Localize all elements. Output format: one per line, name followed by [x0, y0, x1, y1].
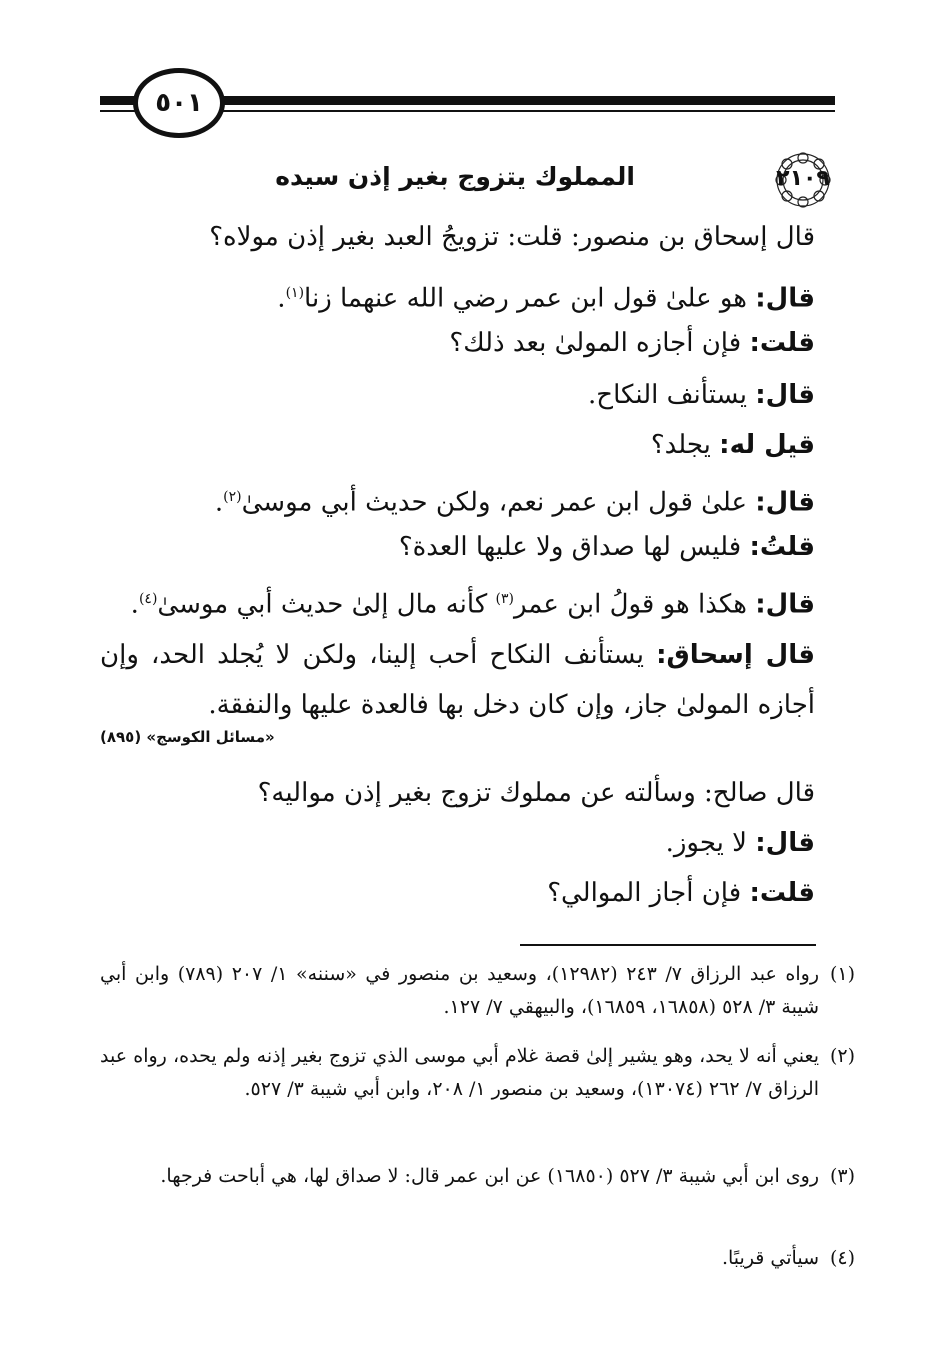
line-text: فإن أجازه المولىٰ بعد ذلك؟: [449, 328, 750, 358]
footnote: [100, 1160, 855, 1193]
speaker-label: قال:: [755, 283, 815, 314]
source-reference: «مسائل الكوسج» (٨٩٥): [100, 728, 275, 746]
footnote-number: (٤): [829, 1247, 855, 1269]
body-line: قال إسحاق بن منصور: قلت: تزويجُ العبد بغير إذن مولاه؟: [209, 222, 815, 252]
body-line: [277, 276, 815, 316]
line-text: لا يجوز.: [665, 828, 756, 858]
speaker-label: قال إسحاق:: [656, 640, 815, 670]
line-end: .: [214, 487, 224, 518]
line-text: هكذا هو قولُ ابن عمر: [513, 589, 756, 620]
body-line: [449, 326, 815, 360]
body-line: [651, 428, 815, 462]
line-text: يجلد؟: [650, 430, 720, 460]
footnote-ref: (٤): [138, 591, 158, 607]
footnote-divider: [520, 944, 816, 946]
footnote: [100, 1040, 855, 1106]
speaker-label: قال:: [755, 589, 815, 620]
speaker-label: قيل له:: [719, 430, 815, 460]
speaker-label: قال:: [755, 487, 815, 518]
line-text: علىٰ قول ابن عمر نعم، ولكن حديث أبي موسىٰ: [241, 487, 756, 518]
line-text: كأنه مال إلىٰ حديث أبي موسىٰ: [157, 589, 496, 620]
section-title: المملوك يتزوج بغير إذن سيده: [275, 162, 635, 191]
speaker-label: قلت:: [749, 878, 815, 908]
footnote-text: يعني أنه لا يحد، وهو يشير إلىٰ قصة غلام أبي موسى الذي تزوج بغير إذنه ولم يحده، رواه عبد الرزاق ٧/ ٢٦٢ (١٣٠٧٤)، وسعيد بن منصور ١/ ٢٠٨، وابن أبي شيبة ٣/ ٥٢٧.: [100, 1045, 819, 1100]
footnote: [100, 1242, 855, 1275]
page-number-text: ٥٠١: [155, 88, 203, 118]
line-text: فإن أجاز الموالي؟: [547, 878, 750, 908]
line-end: .: [277, 283, 286, 314]
footnote-ref: (١): [285, 285, 305, 301]
line-text: يستأنف النكاح.: [588, 380, 756, 410]
speaker-label: قال:: [755, 828, 815, 858]
body-paragraph: [100, 630, 815, 730]
footnote-ref: (٢): [223, 489, 242, 505]
body-line: قال صالح: وسألته عن مملوك تزوج بغير إذن مواليه؟: [257, 778, 815, 808]
section-number: ٢١٠٩: [776, 166, 830, 191]
speaker-label: قلت:: [749, 328, 815, 358]
speaker-label: قال:: [755, 380, 815, 410]
body-line: [215, 480, 815, 520]
footnote: [100, 958, 855, 1024]
footnote-number: (١): [829, 963, 855, 985]
footnote-text: روى ابن أبي شيبة ٣/ ٥٢٧ (١٦٨٥٠) عن ابن عمر قال: لا صداق لها، هي أباحت فرجها.: [160, 1165, 819, 1187]
line-text: هو علىٰ قول ابن عمر رضي الله عنهما زنا: [304, 283, 756, 314]
body-line: [131, 582, 815, 622]
line-end: .: [130, 589, 139, 620]
body-line: [399, 530, 815, 564]
footnote-text: رواه عبد الرزاق ٧/ ٢٤٣ (١٢٩٨٢)، وسعيد بن منصور في «سننه» ١/ ٢٠٧ (٧٨٩) وابن أبي شيبة ٣/ ٥٢٨ (١٦٨٥٨، ١٦٨٥٩)، والبيهقي ٧/ ١٢٧.: [100, 963, 819, 1018]
footnote-number: (٢): [829, 1045, 855, 1067]
paragraph-text: يستأنف النكاح أحب إلينا، ولكن لا يُجلد الحد، وإن أجازه المولىٰ جاز، وإن كان دخل بها فالعدة عليها والنفقة.: [100, 640, 815, 720]
body-line: [588, 378, 815, 412]
page-number: [133, 68, 225, 138]
body-line: [666, 826, 815, 860]
speaker-label: قلتُ:: [749, 532, 815, 562]
body-line: [547, 876, 815, 910]
footnote-number: (٣): [829, 1165, 855, 1187]
footnote-text: سيأتي قريبًا.: [721, 1247, 819, 1269]
footnote-ref: (٣): [495, 591, 514, 607]
line-text: فليس لها صداق ولا عليها العدة؟: [398, 532, 750, 562]
